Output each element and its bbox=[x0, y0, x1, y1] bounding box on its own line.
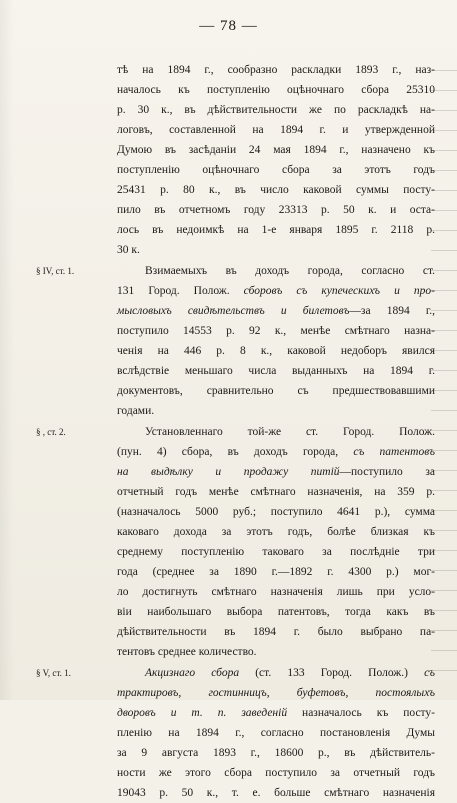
text-line: годами. bbox=[117, 405, 155, 417]
text-line: ности же этого сбора поступило за отчетный годъ bbox=[117, 767, 435, 779]
text-line: 25431 р. 80 к., въ число каковой суммы посту- bbox=[117, 184, 435, 196]
text-line: среднему поступленію таковаго за послѣдніе три bbox=[117, 546, 435, 558]
text-line: ло достигнуть смѣтнаго назначенія лишь при усло- bbox=[117, 586, 435, 598]
text-line: Акцизнаго сбора (ст. 133 Город. Полож.) съ bbox=[145, 667, 436, 679]
text-line: документовъ, сравнительно съ предшествовавшими bbox=[117, 385, 435, 397]
text-line: каковаго дохода за этотъ годъ, болѣе близкая къ bbox=[117, 526, 435, 538]
text-line: Взимаемыхъ въ доходъ города, согласно ст. bbox=[145, 265, 435, 277]
text-line: логовъ, составленной на 1894 г. и утвержденной bbox=[117, 124, 435, 136]
text-line: на выдѣлку и продажу питій—поступило за bbox=[117, 466, 435, 478]
page-number: — 78 — bbox=[199, 18, 258, 34]
text-line: отчетный годъ менѣе смѣтнаго назначенія, на 359 р. bbox=[117, 486, 435, 498]
emphasis-text: Акцизнаго сбора bbox=[145, 667, 240, 679]
margin-note: § , ст. 2. bbox=[36, 427, 66, 437]
text-line: (пун. 4) сбора, въ доходъ города, съ патентовъ bbox=[117, 446, 435, 458]
text-line: поступило 14553 р. 92 к., менѣе смѣтнаго назна- bbox=[117, 325, 435, 337]
text-line: 30 к. bbox=[117, 244, 140, 256]
text-line: тѣ на 1894 г., сообразно раскладки 1893 г., наз- bbox=[117, 64, 435, 76]
emphasis-text: мысловыхъ свидѣтельствъ и билетовъ bbox=[117, 305, 350, 317]
margin-note: § IV, ст. 1. bbox=[36, 266, 75, 276]
margin-note: § V, ст. 1. bbox=[36, 668, 71, 678]
text-line: 19043 р. 50 к., т. е. больше смѣтнаго назначенія bbox=[117, 787, 435, 799]
emphasis-text: съ bbox=[424, 667, 436, 679]
text-line: ченія на 446 р. 8 к., каковой недоборъ явился bbox=[117, 345, 435, 357]
text-line: тентовъ среднее количество. bbox=[117, 646, 257, 658]
text-line: года (среднее за 1890 г.—1892 г. 4300 р.) мог- bbox=[117, 566, 435, 578]
text-line: (назначалось 5000 руб.; поступило 4641 р.), сумма bbox=[117, 506, 435, 518]
text-line: вслѣдствіе меньшаго числа выданныхъ на 1894 г. bbox=[117, 365, 435, 377]
text-line: дѣйствительности въ 1894 г. было выбрано па- bbox=[117, 626, 435, 638]
emphasis-text: сборовъ съ купеческихъ и про- bbox=[243, 285, 435, 297]
text-line: пленію на 1894 г., согласно постановленія Думы bbox=[117, 727, 435, 739]
text-line: лось въ недоимкѣ на 1-е января 1895 г. 2118 р. bbox=[117, 224, 435, 236]
emphasis-text: на выдѣлку и продажу питій bbox=[117, 466, 340, 478]
text-line: мысловыхъ свидѣтельствъ и билетовъ—за 1894 г., bbox=[117, 305, 435, 317]
emphasis-text: съ патентовъ bbox=[353, 446, 435, 458]
text-line: пило въ отчетномъ году 23313 р. 50 к. и оста- bbox=[117, 204, 435, 216]
text-line: началось къ поступленію оцѣночнаго сбора 25310 bbox=[117, 84, 435, 96]
text-line: віи наибольшаго выбора патентовъ, тогда какъ въ bbox=[117, 606, 435, 618]
text-line: поступленію оцѣночнаго сбора за этотъ годъ bbox=[117, 164, 435, 176]
text-line: дворовъ и т. п. заведеній назначалось къ посту- bbox=[117, 707, 435, 719]
text-line: Установленнаго той-же ст. Город. Полож. bbox=[145, 426, 435, 438]
text-line: р. 30 к., въ дѣйствительности же по раскладкѣ на- bbox=[117, 104, 435, 116]
text-line: 131 Город. Полож. сборовъ съ купеческихъ и про- bbox=[117, 285, 435, 297]
text-line: за 9 августа 1893 г., 18600 р., въ дѣйствитель- bbox=[117, 747, 435, 759]
emphasis-text: дворовъ и т. п. заведеній bbox=[117, 707, 288, 719]
text-line: Думою въ засѣданіи 24 мая 1894 г., назначено къ bbox=[117, 144, 435, 156]
text-line: трактировъ, гостинницъ, буфетовъ, постоялыхъ bbox=[117, 687, 435, 699]
